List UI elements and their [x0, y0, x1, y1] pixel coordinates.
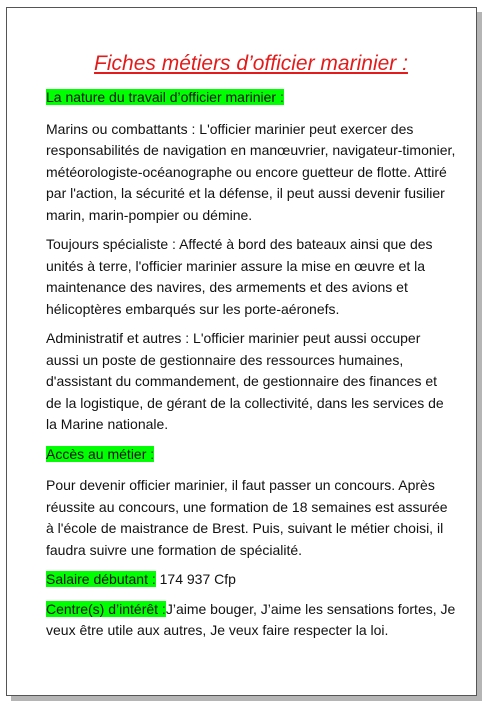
- page-title: Fiches métiers d’officier marinier :: [94, 52, 408, 75]
- section-heading-nature: [46, 87, 456, 109]
- section-heading-acces: [46, 444, 456, 466]
- document-content: [46, 51, 456, 650]
- paragraph-specialiste: Toujours spécialiste : Affecté à bord des bateaux ainsi que des unités à terre, l'officier marinier assure la mise en œuvre et la maintenance des navires, des armements et des avions et hélicoptères embarqués sur les porte-aéronefs.: [46, 236, 433, 317]
- salaire-label: Salaire débutant :: [46, 571, 156, 587]
- paragraph-marins: Marins ou combattants : L'officier marinier peut exercer des responsabilités de navigation en manœuvrier, navigateur-timonier, météorologiste-océanographe ou encore guetteur de flotte. Attiré par l'action, la sécurité et la défense, il peut aussi devenir fusilier marin, marin-pompier ou démine.: [46, 120, 456, 223]
- interets-line: [46, 599, 456, 642]
- heading-highlight: La nature du travail d’officier marinier :: [46, 89, 284, 105]
- document-page: [6, 7, 477, 696]
- interets-value: J’aime bouger, J’aime les sensations fortes, Je veux être utile aux autres, Je veux faire respecter la loi.: [46, 600, 456, 638]
- paragraph-administratif: Administratif et autres : L'officier marinier peut aussi occuper aussi un poste de gestionnaire des ressources humaines, d'assistant du commandement, de gestionnaire des finances et de la logistique, de gérant de la collectivité, dans les services de la Marine nationale.: [46, 330, 444, 432]
- salaire-value: 174 937 Cfp: [155, 571, 236, 587]
- salaire-line: [46, 569, 456, 591]
- interets-label: Centre(s) d’intérêt :: [46, 600, 166, 617]
- paragraph-acces: Pour devenir officier marinier, il faut passer un concours. Après réussite au concours, une formation de 18 semaines est assurée à l'école de maistrance de Brest. Puis, suivant le métier choisi, il faudra suivre une formation de spécialité.: [46, 477, 448, 558]
- heading-highlight: Accès au métier :: [46, 445, 155, 462]
